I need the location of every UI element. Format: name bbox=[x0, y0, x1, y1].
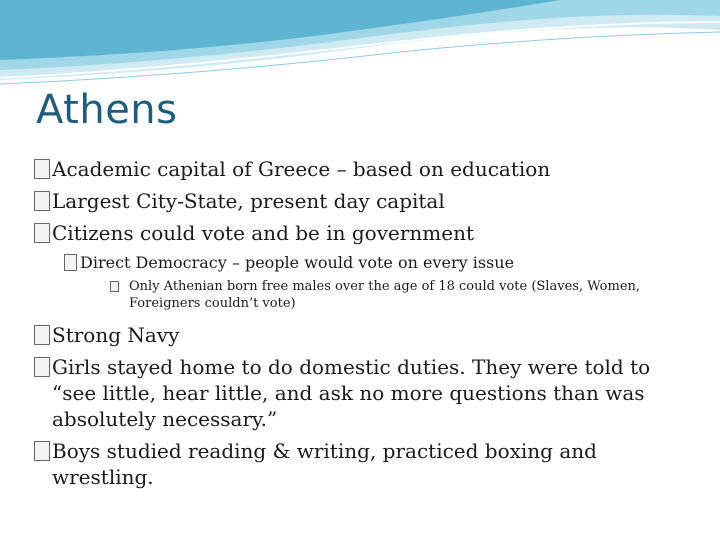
bullet-text: Largest City-State, present day capital bbox=[52, 189, 445, 213]
bullet-text: Girls stayed home to do domestic duties. They were told to “see little, hear little, and ask no more questions than was absolutely necessary.” bbox=[52, 355, 651, 431]
bullet-item bbox=[34, 188, 684, 214]
bullet-text: Academic capital of Greece – based on education bbox=[52, 157, 551, 181]
bullet-box-icon bbox=[34, 325, 50, 345]
bullet-item bbox=[34, 156, 684, 182]
bullet-text: Strong Navy bbox=[52, 323, 180, 347]
bullet-box-icon bbox=[110, 281, 119, 292]
bullet-box-icon bbox=[34, 357, 50, 377]
bullet-box-icon bbox=[34, 159, 50, 179]
bullet-box-icon bbox=[34, 191, 50, 211]
sub-sub-bullet-item bbox=[110, 278, 684, 312]
sub-bullet-text: Direct Democracy – people would vote on every issue bbox=[80, 253, 515, 272]
bullet-text: Boys studied reading & writing, practiced boxing and wrestling. bbox=[52, 439, 597, 489]
bullet-box-icon bbox=[34, 223, 50, 243]
header-wave-decoration bbox=[0, 0, 720, 90]
slide-title: Athens bbox=[36, 87, 178, 133]
sub-bullet-item bbox=[64, 252, 684, 274]
bullet-box-icon bbox=[34, 441, 50, 461]
bullet-item bbox=[34, 322, 684, 348]
bullet-item bbox=[34, 354, 684, 432]
bullet-item bbox=[34, 438, 684, 490]
bullet-text: Citizens could vote and be in government bbox=[52, 221, 474, 245]
slide-body bbox=[34, 156, 684, 496]
bullet-box-icon bbox=[64, 254, 77, 271]
sub-sub-bullet-text: Only Athenian born free males over the age of 18 could vote (Slaves, Women, Foreigners couldn’t vote) bbox=[129, 279, 641, 311]
bullet-item bbox=[34, 220, 684, 246]
